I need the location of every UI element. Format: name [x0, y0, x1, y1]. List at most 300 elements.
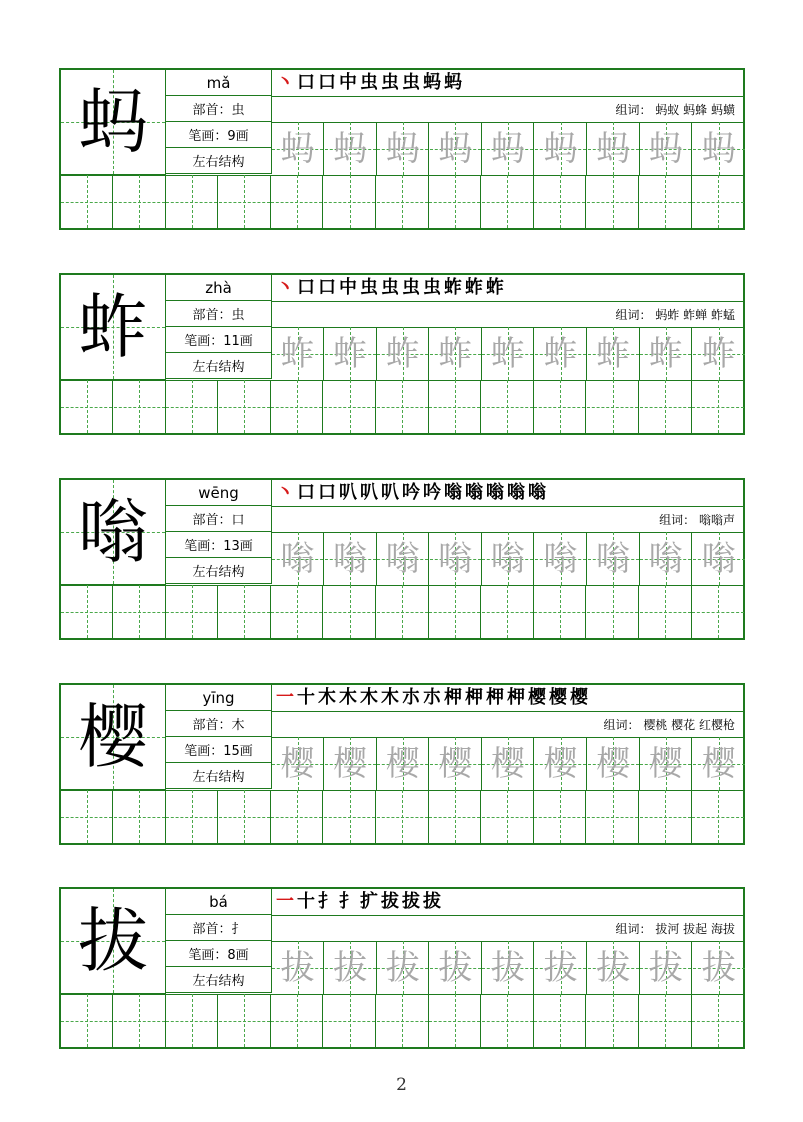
stroke-order-step: 蚱: [465, 277, 483, 298]
dashed-guide-horizontal: [377, 202, 428, 203]
trace-character: 拔: [438, 947, 473, 988]
practice-cell[interactable]: [324, 994, 376, 1047]
trace-cell[interactable]: [430, 532, 482, 585]
trace-cell[interactable]: [272, 122, 324, 175]
stroke-order-step: 口: [297, 72, 315, 93]
trace-character: 蚱: [543, 333, 578, 374]
trace-cell[interactable]: [640, 327, 692, 380]
trace-cell[interactable]: [535, 941, 587, 994]
dashed-guide-horizontal: [114, 1021, 165, 1022]
trace-cell[interactable]: [640, 122, 692, 175]
dashed-guide-horizontal: [324, 407, 375, 408]
main-character-box: [61, 480, 166, 585]
trace-cell[interactable]: [482, 122, 534, 175]
trace-character: 蚱: [385, 333, 420, 374]
stroke-count-label: 笔画：8画: [166, 941, 272, 967]
practice-cell[interactable]: [166, 994, 218, 1047]
pinyin-label: wēng: [166, 480, 272, 506]
stroke-order-step: 虫: [423, 277, 441, 298]
dashed-guide-horizontal: [429, 1021, 480, 1022]
trace-cell[interactable]: [588, 737, 640, 790]
dashed-guide-horizontal: [534, 1021, 585, 1022]
trace-cell[interactable]: [430, 122, 482, 175]
stroke-order-step: 叭: [360, 482, 378, 503]
dashed-guide-horizontal: [482, 612, 533, 613]
dashed-guide-horizontal: [640, 817, 691, 818]
trace-character: 蚂: [438, 128, 473, 169]
practice-cell[interactable]: [429, 585, 481, 638]
stroke-order-step: 嗡: [486, 482, 504, 503]
trace-cell[interactable]: [588, 327, 640, 380]
practice-cell[interactable]: [166, 585, 218, 638]
pinyin-label: zhà: [166, 275, 272, 301]
radical-label: 部首：木: [166, 711, 272, 737]
dashed-guide-horizontal: [377, 1021, 428, 1022]
dashed-guide-horizontal: [324, 1021, 375, 1022]
trace-character: 蚂: [701, 128, 736, 169]
dashed-guide-horizontal: [692, 612, 744, 613]
practice-cell[interactable]: [324, 790, 376, 843]
structure-label: 左右结构: [166, 558, 272, 584]
trace-character: 蚱: [701, 333, 736, 374]
dashed-guide-horizontal: [377, 612, 428, 613]
stroke-order-step: 虫: [402, 277, 420, 298]
practice-cell[interactable]: [640, 380, 692, 433]
dashed-guide-horizontal: [587, 407, 638, 408]
practice-cell[interactable]: [377, 175, 429, 228]
dashed-guide-horizontal: [61, 817, 112, 818]
practice-cell[interactable]: [482, 585, 534, 638]
main-character: 蚂: [78, 81, 148, 163]
trace-character: 嗡: [543, 538, 578, 579]
dashed-guide-horizontal: [429, 817, 480, 818]
stroke-order-step: 扌: [318, 891, 336, 912]
trace-cell[interactable]: [693, 737, 745, 790]
trace-character: 嗡: [648, 538, 683, 579]
dashed-guide-horizontal: [587, 1021, 638, 1022]
practice-cell[interactable]: [324, 380, 376, 433]
practice-cell[interactable]: [114, 380, 166, 433]
dashed-guide-horizontal: [61, 407, 112, 408]
dashed-guide-horizontal: [219, 202, 270, 203]
structure-label: 左右结构: [166, 763, 272, 789]
stroke-order-step: 朩: [423, 687, 441, 708]
dashed-guide-horizontal: [534, 612, 585, 613]
main-character: 拔: [78, 900, 148, 982]
trace-cell[interactable]: [377, 532, 429, 585]
stroke-order-step: 吟: [423, 482, 441, 503]
dashed-guide-horizontal: [219, 612, 270, 613]
practice-cell[interactable]: [324, 585, 376, 638]
trace-cell[interactable]: [325, 122, 377, 175]
main-character: 蚱: [78, 286, 148, 368]
pinyin-label: bá: [166, 889, 272, 915]
dashed-guide-horizontal: [640, 1021, 691, 1022]
dashed-guide-horizontal: [534, 407, 585, 408]
practice-cell[interactable]: [429, 175, 481, 228]
dashed-guide-horizontal: [114, 202, 165, 203]
stroke-order-step: 嗡: [444, 482, 462, 503]
dashed-guide-horizontal: [587, 612, 638, 613]
trace-character: 蚂: [385, 128, 420, 169]
stroke-order-step: 口: [318, 482, 336, 503]
practice-cell[interactable]: [640, 994, 692, 1047]
dashed-guide-horizontal: [166, 817, 217, 818]
dashed-guide-horizontal: [482, 1021, 533, 1022]
example-words: 组词： 蚂蚱 蚱蝉 蚱蜢: [272, 301, 743, 328]
main-character-box: [61, 685, 166, 790]
stroke-order-step: 木: [360, 687, 378, 708]
dashed-guide-horizontal: [640, 202, 691, 203]
dashed-guide-horizontal: [429, 407, 480, 408]
practice-cell[interactable]: [692, 380, 744, 433]
trace-cell[interactable]: [535, 737, 587, 790]
trace-cell[interactable]: [430, 941, 482, 994]
stroke-order-step: 拔: [402, 891, 420, 912]
trace-character: 蚱: [490, 333, 525, 374]
trace-cell[interactable]: [325, 941, 377, 994]
dashed-guide-horizontal: [271, 407, 322, 408]
stroke-order-step: 木: [318, 687, 336, 708]
radical-label: 部首：虫: [166, 301, 272, 327]
trace-character: 拔: [333, 947, 368, 988]
dashed-guide-horizontal: [534, 817, 585, 818]
stroke-order-row: [272, 685, 743, 712]
trace-character: 樱: [490, 743, 525, 784]
practice-cell[interactable]: [166, 175, 218, 228]
trace-character: 拔: [596, 947, 631, 988]
trace-cell[interactable]: [272, 532, 324, 585]
stroke-order-step: 虫: [381, 72, 399, 93]
trace-character: 樱: [543, 743, 578, 784]
stroke-order-step: 丶: [276, 72, 294, 93]
dashed-guide-horizontal: [377, 817, 428, 818]
trace-cell[interactable]: [482, 327, 534, 380]
dashed-guide-horizontal: [166, 202, 217, 203]
stroke-order-row: [272, 480, 743, 507]
practice-cell[interactable]: [61, 790, 113, 843]
practice-cell[interactable]: [166, 380, 218, 433]
practice-cell[interactable]: [429, 790, 481, 843]
practice-cell[interactable]: [219, 585, 271, 638]
stroke-order-step: 扩: [360, 891, 378, 912]
dashed-guide-horizontal: [324, 202, 375, 203]
practice-cell[interactable]: [692, 994, 744, 1047]
practice-cell[interactable]: [219, 175, 271, 228]
trace-character: 蚱: [648, 333, 683, 374]
stroke-order-step: 十: [297, 687, 315, 708]
character-block: [59, 68, 745, 230]
trace-character: 樱: [648, 743, 683, 784]
radical-label: 部首：虫: [166, 96, 272, 122]
character-block: [59, 683, 745, 845]
stroke-order-step: 口: [318, 277, 336, 298]
trace-character: 樱: [385, 743, 420, 784]
stroke-order-step: 木: [381, 687, 399, 708]
stroke-order-step: 樱: [570, 687, 588, 708]
dashed-guide-horizontal: [114, 407, 165, 408]
trace-cell[interactable]: [377, 737, 429, 790]
trace-cell[interactable]: [588, 941, 640, 994]
practice-cell[interactable]: [587, 994, 639, 1047]
practice-cell[interactable]: [271, 380, 323, 433]
trace-cell[interactable]: [325, 327, 377, 380]
dashed-guide-horizontal: [61, 202, 112, 203]
trace-character: 嗡: [596, 538, 631, 579]
dashed-guide-horizontal: [587, 817, 638, 818]
trace-character: 嗡: [490, 538, 525, 579]
trace-cell[interactable]: [640, 737, 692, 790]
dashed-guide-horizontal: [640, 612, 691, 613]
structure-label: 左右结构: [166, 148, 272, 174]
trace-cell[interactable]: [430, 737, 482, 790]
trace-character: 蚱: [280, 333, 315, 374]
practice-cell[interactable]: [219, 994, 271, 1047]
stroke-order-step: 蚱: [444, 277, 462, 298]
dashed-guide-horizontal: [482, 202, 533, 203]
trace-cell[interactable]: [377, 122, 429, 175]
practice-cell[interactable]: [692, 585, 744, 638]
dashed-guide-horizontal: [692, 1021, 744, 1022]
stroke-order-step: 木: [339, 687, 357, 708]
dashed-guide-horizontal: [271, 1021, 322, 1022]
stroke-order-step: 樱: [528, 687, 546, 708]
trace-character: 拔: [701, 947, 736, 988]
dashed-guide-horizontal: [166, 612, 217, 613]
practice-cell[interactable]: [692, 790, 744, 843]
trace-cell[interactable]: [588, 122, 640, 175]
stroke-count-label: 笔画：13画: [166, 532, 272, 558]
trace-character: 嗡: [438, 538, 473, 579]
stroke-order-step: 中: [339, 72, 357, 93]
practice-cell[interactable]: [271, 790, 323, 843]
dashed-guide-horizontal: [324, 817, 375, 818]
pinyin-label: mǎ: [166, 70, 272, 96]
practice-cell[interactable]: [534, 585, 586, 638]
trace-character: 蚱: [596, 333, 631, 374]
dashed-guide-horizontal: [640, 407, 691, 408]
stroke-order-step: 叭: [381, 482, 399, 503]
practice-cell[interactable]: [429, 380, 481, 433]
stroke-order-step: 蚱: [486, 277, 504, 298]
practice-cell[interactable]: [61, 175, 113, 228]
dashed-guide-horizontal: [482, 817, 533, 818]
stroke-order-step: 朩: [402, 687, 420, 708]
dashed-guide-horizontal: [692, 817, 744, 818]
trace-cell[interactable]: [482, 737, 534, 790]
stroke-order-step: 虫: [360, 72, 378, 93]
trace-cell[interactable]: [693, 327, 745, 380]
practice-cell[interactable]: [324, 175, 376, 228]
dashed-guide-horizontal: [692, 202, 744, 203]
trace-cell[interactable]: [693, 532, 745, 585]
trace-character: 蚂: [648, 128, 683, 169]
stroke-order-step: 十: [297, 891, 315, 912]
dashed-guide-horizontal: [429, 202, 480, 203]
example-words: 组词： 樱桃 樱花 红樱枪: [272, 711, 743, 738]
practice-cell[interactable]: [377, 790, 429, 843]
trace-character: 嗡: [333, 538, 368, 579]
dashed-guide-horizontal: [377, 407, 428, 408]
radical-label: 部首：口: [166, 506, 272, 532]
practice-cell[interactable]: [534, 790, 586, 843]
stroke-order-step: 拔: [423, 891, 441, 912]
trace-character: 樱: [596, 743, 631, 784]
practice-cell[interactable]: [114, 175, 166, 228]
dashed-guide-horizontal: [324, 612, 375, 613]
dashed-guide-horizontal: [534, 202, 585, 203]
trace-cell[interactable]: [535, 327, 587, 380]
trace-cell[interactable]: [640, 532, 692, 585]
main-character: 嗡: [78, 491, 148, 573]
trace-cell[interactable]: [325, 737, 377, 790]
practice-cell[interactable]: [271, 175, 323, 228]
main-character-box: [61, 275, 166, 380]
dashed-guide-horizontal: [219, 1021, 270, 1022]
practice-cell[interactable]: [640, 790, 692, 843]
trace-cell[interactable]: [535, 532, 587, 585]
trace-character: 蚂: [596, 128, 631, 169]
stroke-order-step: 丶: [276, 277, 294, 298]
practice-cell[interactable]: [61, 380, 113, 433]
trace-character: 蚂: [333, 128, 368, 169]
stroke-order-step: 拔: [381, 891, 399, 912]
trace-cell[interactable]: [588, 532, 640, 585]
trace-cell[interactable]: [640, 941, 692, 994]
stroke-order-step: 丶: [276, 482, 294, 503]
trace-character: 蚂: [280, 128, 315, 169]
practice-cell[interactable]: [219, 790, 271, 843]
stroke-order-step: 嗡: [465, 482, 483, 503]
character-block: [59, 887, 745, 1049]
character-block: [59, 478, 745, 640]
practice-cell[interactable]: [640, 585, 692, 638]
trace-cell[interactable]: [430, 327, 482, 380]
practice-cell[interactable]: [482, 790, 534, 843]
dashed-guide-horizontal: [114, 612, 165, 613]
practice-cell[interactable]: [534, 380, 586, 433]
practice-cell[interactable]: [114, 790, 166, 843]
trace-character: 蚂: [490, 128, 525, 169]
trace-character: 拔: [543, 947, 578, 988]
stroke-order-step: 叭: [339, 482, 357, 503]
practice-cell[interactable]: [61, 585, 113, 638]
stroke-order-step: 一: [276, 891, 294, 912]
practice-cell[interactable]: [61, 994, 113, 1047]
stroke-order-step: 柙: [486, 687, 504, 708]
trace-cell[interactable]: [482, 941, 534, 994]
trace-character: 蚂: [543, 128, 578, 169]
stroke-order-step: 口: [297, 482, 315, 503]
practice-cell[interactable]: [534, 994, 586, 1047]
practice-cell[interactable]: [219, 380, 271, 433]
practice-cell[interactable]: [114, 585, 166, 638]
radical-label: 部首：扌: [166, 915, 272, 941]
practice-cell[interactable]: [377, 585, 429, 638]
trace-character: 嗡: [701, 538, 736, 579]
stroke-order-step: 嗡: [507, 482, 525, 503]
trace-character: 拔: [385, 947, 420, 988]
practice-cell[interactable]: [482, 380, 534, 433]
dashed-guide-horizontal: [114, 817, 165, 818]
practice-cell[interactable]: [640, 175, 692, 228]
trace-cell[interactable]: [272, 941, 324, 994]
trace-character: 樱: [280, 743, 315, 784]
dashed-guide-horizontal: [219, 407, 270, 408]
trace-cell[interactable]: [325, 532, 377, 585]
stroke-order-step: 口: [297, 277, 315, 298]
stroke-order-step: 蚂: [423, 72, 441, 93]
stroke-order-step: 扌: [339, 891, 357, 912]
stroke-order-row: [272, 275, 743, 302]
stroke-order-step: 虫: [381, 277, 399, 298]
practice-cell[interactable]: [377, 380, 429, 433]
example-words: 组词： 蚂蚁 蚂蜂 蚂蟥: [272, 96, 743, 123]
example-words: 组词： 拔河 拔起 海拔: [272, 915, 743, 942]
stroke-order-step: 樱: [549, 687, 567, 708]
dashed-guide-horizontal: [219, 817, 270, 818]
practice-cell[interactable]: [271, 585, 323, 638]
example-words: 组词： 嗡嗡声: [272, 506, 743, 533]
trace-character: 蚱: [333, 333, 368, 374]
practice-cell[interactable]: [482, 175, 534, 228]
practice-cell[interactable]: [587, 790, 639, 843]
trace-character: 樱: [333, 743, 368, 784]
practice-cell[interactable]: [587, 175, 639, 228]
practice-cell[interactable]: [587, 585, 639, 638]
main-character: 樱: [78, 696, 148, 778]
stroke-order-step: 虫: [360, 277, 378, 298]
stroke-order-row: [272, 889, 743, 916]
stroke-count-label: 笔画：11画: [166, 327, 272, 353]
structure-label: 左右结构: [166, 967, 272, 993]
stroke-order-step: 中: [339, 277, 357, 298]
trace-cell[interactable]: [535, 122, 587, 175]
practice-cell[interactable]: [534, 175, 586, 228]
practice-cell[interactable]: [271, 994, 323, 1047]
structure-label: 左右结构: [166, 353, 272, 379]
main-character-box: [61, 70, 166, 175]
practice-cell[interactable]: [166, 790, 218, 843]
dashed-guide-horizontal: [482, 407, 533, 408]
stroke-order-step: 虫: [402, 72, 420, 93]
trace-cell[interactable]: [482, 532, 534, 585]
trace-cell[interactable]: [377, 941, 429, 994]
practice-cell[interactable]: [429, 994, 481, 1047]
stroke-order-step: 柙: [507, 687, 525, 708]
trace-cell[interactable]: [693, 941, 745, 994]
stroke-order-step: 吟: [402, 482, 420, 503]
trace-cell[interactable]: [272, 327, 324, 380]
trace-character: 樱: [438, 743, 473, 784]
practice-cell[interactable]: [587, 380, 639, 433]
practice-cell[interactable]: [482, 994, 534, 1047]
practice-cell[interactable]: [114, 994, 166, 1047]
pinyin-label: yīng: [166, 685, 272, 711]
trace-character: 拔: [280, 947, 315, 988]
practice-cell[interactable]: [692, 175, 744, 228]
stroke-order-step: 蚂: [444, 72, 462, 93]
dashed-guide-horizontal: [271, 817, 322, 818]
dashed-guide-horizontal: [587, 202, 638, 203]
trace-character: 拔: [648, 947, 683, 988]
dashed-guide-horizontal: [429, 612, 480, 613]
dashed-guide-horizontal: [271, 202, 322, 203]
trace-cell[interactable]: [693, 122, 745, 175]
trace-cell[interactable]: [377, 327, 429, 380]
practice-cell[interactable]: [377, 994, 429, 1047]
trace-cell[interactable]: [272, 737, 324, 790]
